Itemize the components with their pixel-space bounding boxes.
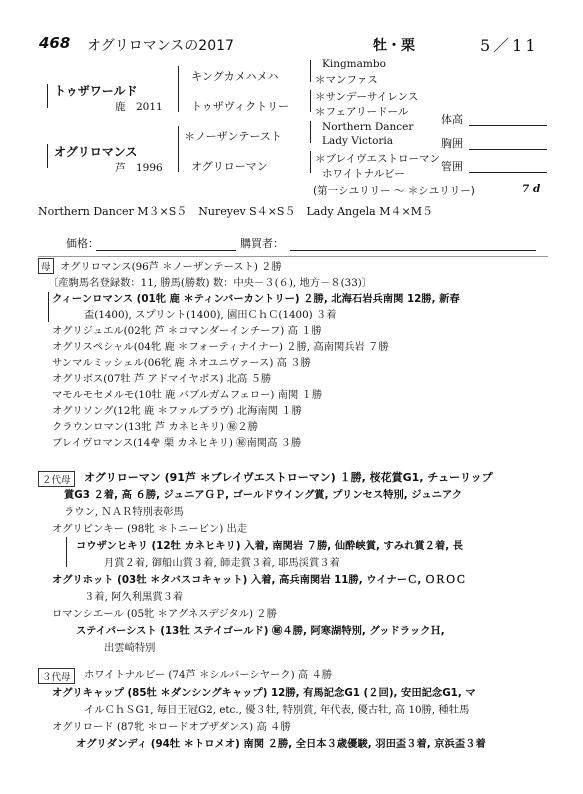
produce-line: コウザンヒキリ (12牡 カネヒキリ) 入着, 南関岩 ７勝, 仙酔峡賞, すみれ賞２着, 長 xyxy=(76,540,464,552)
dam-section xyxy=(38,258,548,458)
produce-line: ブレイヴロマンス(14𛂢 栗 カネヒキリ) ㊙南関高 ３勝 xyxy=(52,437,302,449)
produce-line: 盃(1400), スプリント(1400), 園田ＣｈＣ(1400) ３着 xyxy=(84,309,337,321)
gen3-ancestor: ＊サンデーサイレンス xyxy=(315,91,419,103)
sire-detail: 鹿 2011 xyxy=(115,101,163,113)
sale-page: 5／11 xyxy=(480,36,539,55)
section-tag: ３代母 xyxy=(38,668,75,684)
produce-line: クラウンロマン(13牝 芦 カネヒキリ) ㊙２勝 xyxy=(52,421,259,433)
price-blank[interactable] xyxy=(96,250,236,251)
gen3-ancestor: Northern Dancer xyxy=(322,121,414,133)
produce-line: クィーンロマンス (01牝 鹿 ＊ティンバーカントリー) ２勝, 北海石岩兵南関 12勝, 新春 xyxy=(52,293,460,305)
dam-produce-summary: 〔産駒馬名登録数：11, 勝馬(勝数) 数：中央－３(６), 地方－８(33)〕 xyxy=(48,277,373,289)
gen3-ancestor: Kingmambo xyxy=(322,58,386,70)
produce-line: オグリロード (87牝 ＊ロードオブザダンス) 高 ４勝 xyxy=(52,721,291,733)
family-number: 7 d xyxy=(522,183,541,195)
bracket-left xyxy=(47,144,48,168)
horse-name: オグリロマンスの2017 xyxy=(87,38,234,54)
produce-line: ステイパーシスト (13牡 ステイゴールド) ㊙４勝, 阿寒湖特別, グッドラックＨ, xyxy=(76,625,445,637)
gen3-ancestor: Lady Victoria xyxy=(322,135,394,147)
produce-line: 月賞２着, 御船山賞３着, 師走賞３着, 耶馬渓賞３着 xyxy=(104,557,340,569)
stakes-marker xyxy=(66,537,67,567)
stakes-marker xyxy=(48,292,49,322)
sire-sire-name: キングカメハメハ xyxy=(191,70,279,83)
produce-line: ロマンシエール (05牝 ＊アグネスデジタル) ２勝 xyxy=(52,608,277,620)
buyer-label: 購買者： xyxy=(240,237,284,250)
dam-detail: 芦 1996 xyxy=(115,162,163,174)
produce-line: オグリジュエル(02牝 芦 ＊コマンダーインチーフ) 高 １勝 xyxy=(52,325,322,337)
second-dam-section xyxy=(38,469,548,654)
bracket-right xyxy=(310,121,311,143)
produce-line: ３着, 阿久利黒賞３着 xyxy=(84,591,184,603)
third-dam-section xyxy=(38,666,548,766)
gen3-ancestor: ＊マンファス xyxy=(315,74,378,86)
dam-record: オグリロマンス(96芦 ＊ノーザンテースト) ２勝 xyxy=(60,261,282,273)
gen3-ancestor: ホワイトナルビー xyxy=(322,168,405,180)
bracket-left xyxy=(47,84,48,108)
gen3-ancestor: ＊ブレイヴエストローマン xyxy=(315,153,441,165)
sex-color: 牡・栗 xyxy=(373,38,415,54)
cannon-label: 管囲 xyxy=(441,160,463,173)
produce-line: 出雲崎特別 xyxy=(104,642,156,654)
section-tag: ２代母 xyxy=(38,471,75,487)
sire-name: トゥザワールド xyxy=(54,84,138,98)
girth-label: 胸囲 xyxy=(441,137,463,150)
bracket-right xyxy=(310,151,311,173)
produce-line: オグリダンディ (94牡 ＊トロメオ) 南関 ２勝, 全日本３歳優駿, 羽田盃３着, 京浜盃３着 xyxy=(76,738,486,750)
second-dam-record: オグリローマン (91芦 ＊ブレイヴエストローマン) １勝, 桜花賞G1, チューリップ xyxy=(84,471,493,484)
bracket-right xyxy=(310,60,311,82)
produce-line: オグリソング(12牝 鹿 ＊ファルブラヴ) 北海南関 １勝 xyxy=(52,405,302,417)
height-label: 体高 xyxy=(441,113,463,126)
bracket-mid xyxy=(178,126,179,172)
produce-line: オグリピンキー (98牝 ＊トニービン) 出走 xyxy=(52,523,248,535)
dam-dam-name: オグリローマン xyxy=(191,160,268,173)
sire-dam-name: トゥザヴィクトリー xyxy=(191,100,290,113)
height-blank[interactable] xyxy=(469,125,547,126)
produce-line: オグリホット (03牡 ＊タバスコキャット) 入着, 高兵南関岩 11勝, ウイナーＣ, ＯＲＯＣ xyxy=(52,574,467,586)
bracket-mid xyxy=(178,66,179,112)
price-label: 価格： xyxy=(66,237,99,250)
second-dam-record: 賞G3 ２着, 高 ６勝, ジュニアＧＰ, ゴールドウイング賞, プリンセス特別, ジュニアク xyxy=(64,489,463,501)
dam-name: オグリロマンス xyxy=(54,145,138,159)
cannon-blank[interactable] xyxy=(469,172,547,173)
lot-number: 468 xyxy=(39,34,71,52)
produce-line: オグリキャップ (85牡 ＊ダンシングキャップ) 12勝, 有馬記念G1 (２回), 安田記念G1, マ xyxy=(52,687,476,699)
produce-line: オグリボス(07牡 芦 アドマイヤボス) 北高 ５勝 xyxy=(52,373,272,385)
produce-line: サンマルミッシェル(06牝 鹿 ネオユニヴァース) 高 ３勝 xyxy=(52,357,311,369)
produce-line: イルＣｈＳG1, 毎日王冠G2, etc., 優３牡, 特別賞, 年代表, 優古牡, 高 10勝, 種牡馬 xyxy=(84,704,470,716)
bracket-right xyxy=(310,90,311,112)
third-dam-record: ホワイトナルビー (74芦 ＊シルバーシヤーク) 高 ４勝 xyxy=(84,669,333,681)
gen3-ancestor: ＊フェアリードール xyxy=(315,106,409,118)
buyer-blank[interactable] xyxy=(290,250,536,251)
section-divider xyxy=(38,256,548,257)
dam-sire-name: ＊ノーザンテースト xyxy=(184,130,282,143)
section-tag: 母 xyxy=(38,258,54,274)
inbreeding: Northern Dancer M３×S５ Nureyev S４×S５ Lady Angela M４×M５ xyxy=(38,205,433,218)
produce-line: オグリスペシャル(04牝 鹿 ＊フォーティナイナー) ２勝, 高南関兵岩 ７勝 xyxy=(52,341,389,353)
produce-line: マモルモセメルモ(10牡 鹿 バブルガムフェロー) 南関 １勝 xyxy=(52,389,323,401)
second-dam-record: ラウン, ＮＡＲ特別表彰馬 xyxy=(64,506,184,518)
family-line: (第一シユリリー ～ ＊シユリリー) xyxy=(313,185,475,197)
girth-blank[interactable] xyxy=(469,149,547,150)
